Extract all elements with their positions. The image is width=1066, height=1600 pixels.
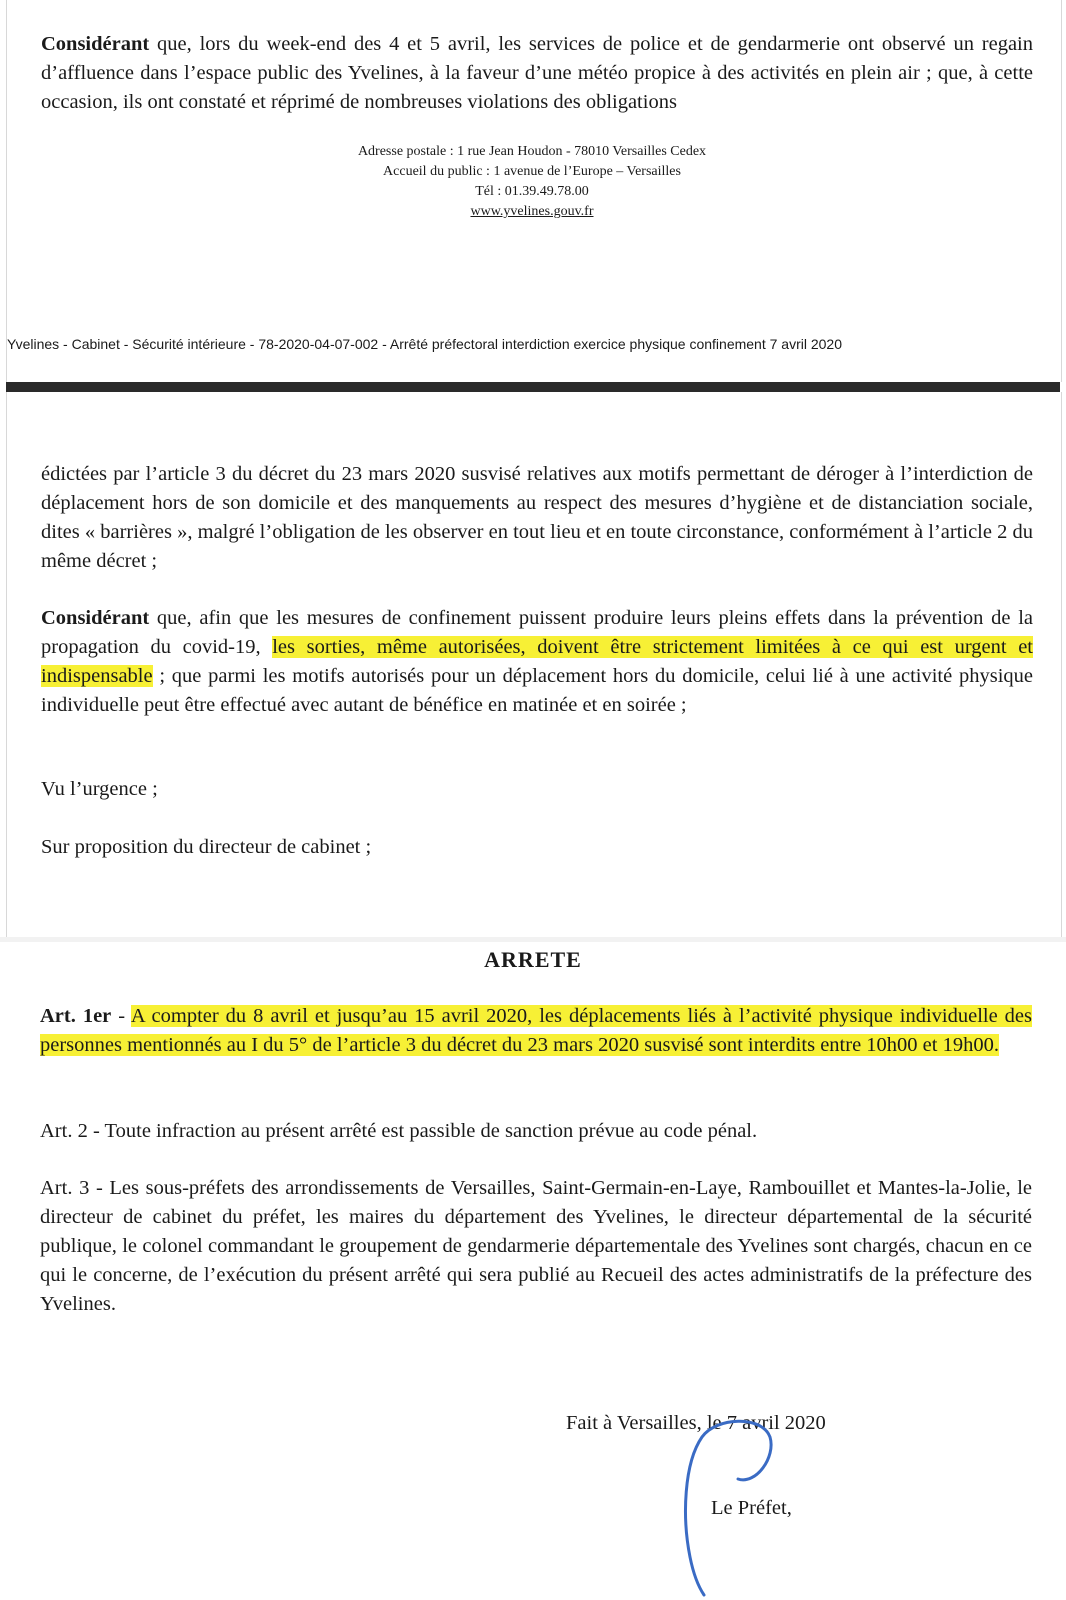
page-fragment-decree — [6, 942, 1060, 1600]
considerant-label: Considérant — [41, 607, 150, 629]
website-link[interactable]: www.yvelines.gouv.fr — [470, 204, 594, 219]
place-and-date: Fait à Versailles, le 7 avril 2020 — [566, 1412, 826, 1434]
page-fragment-top — [6, 0, 1062, 307]
article-1-highlighted-text: A compter du 8 avril et jusqu’au 15 avril 2020, les déplacements liés à l’activité physique individuelle des personnes mentionnés au I du 5° de l’article 3 du décret du 23 mars 2020 susvisé sont interdits entre 10h00 et 19h00. — [40, 1005, 1032, 1056]
header-separator-bar — [6, 382, 1060, 392]
signer-title: Le Préfet, — [711, 1497, 792, 1519]
document-reference-header: Yvelines - Cabinet - Sécurité intérieure - 78-2020-04-07-002 - Arrêté préfectoral interdiction exercice physique confinement 7 avril 2020 — [7, 336, 843, 352]
article-1-separator: - — [111, 1005, 131, 1027]
paragraph-continuation: édictées par l’article 3 du décret du 23 mars 2020 susvisé relatives aux motifs permettant de déroger à l’interdiction de déplacement hors de son domicile et des manquements au respect des mesures d’hygiène et de distanciation sociale, dites « barrières », malgré l’obligation de les observer en tout lieu et en toute circonstance, conformément à l’article 2 du même décret ; — [41, 463, 1033, 572]
paragraph-proposition: Sur proposition du directeur de cabinet ; — [41, 836, 372, 858]
prefecture-address-block — [307, 142, 757, 222]
article-2: Art. 2 - Toute infraction au présent arrêté est passible de sanction prévue au code pénal. — [40, 1120, 758, 1142]
article-3: Art. 3 - Les sous-préfets des arrondissements de Versailles, Saint-Germain-en-Laye, Rambouillet et Mantes-la-Jolie, le directeur de cabinet du préfet, les maires du département des Yvelines, le directeur départemental de la sécurité publique, le colonel commandant le groupement de gendarmerie départementale des Yvelines sont chargés, chacun en ce qui le concerne, de l’exécution du présent arrêté qui sera publié au Recueil des actes administratifs de la préfecture des Yvelines. — [40, 1177, 1032, 1315]
paragraph-considerant-2 — [41, 604, 1033, 720]
page-fragment-middle — [6, 392, 1062, 938]
public-reception-address: Accueil du public : 1 avenue de l’Europe – Versailles — [383, 164, 681, 179]
decree-title: ARRETE — [484, 947, 582, 972]
considerant-text-part1: que, afin que les mesures de confinement puissent produire leurs pleins effets dans la prévention de la propagation du covid-19, — [41, 607, 1033, 658]
page-header-strip — [6, 306, 1062, 382]
considerant-text: que, lors du week-end des 4 et 5 avril, les services de police et de gendarmerie ont observé un regain d’affluence dans l’espace public des Yvelines, à la faveur d’une météo propice à des activités en plein air ; que, à cette occasion, ils ont constaté et réprimé de nombreuses violations des obligations — [41, 33, 1033, 113]
paragraph-urgence: Vu l’urgence ; — [41, 778, 158, 800]
paragraph-considerant-1 — [41, 30, 1033, 117]
article-1-label: Art. 1er — [40, 1005, 112, 1027]
highlighted-text: les sorties, même autorisées, doivent être strictement limitées à ce qui est urgent et indispensable — [41, 636, 1033, 687]
article-1 — [40, 1002, 1032, 1060]
phone-number: Tél : 01.39.49.78.00 — [475, 184, 589, 199]
postal-address: Adresse postale : 1 rue Jean Houdon - 78010 Versailles Cedex — [357, 144, 707, 159]
considerant-text-part2: ; que parmi les motifs autorisés pour un déplacement hors du domicile, celui lié à une activité physique individuelle peut être effectué avec autant de bénéfice en matinée et en soirée ; — [41, 665, 1033, 716]
considerant-label: Considérant — [41, 33, 150, 55]
